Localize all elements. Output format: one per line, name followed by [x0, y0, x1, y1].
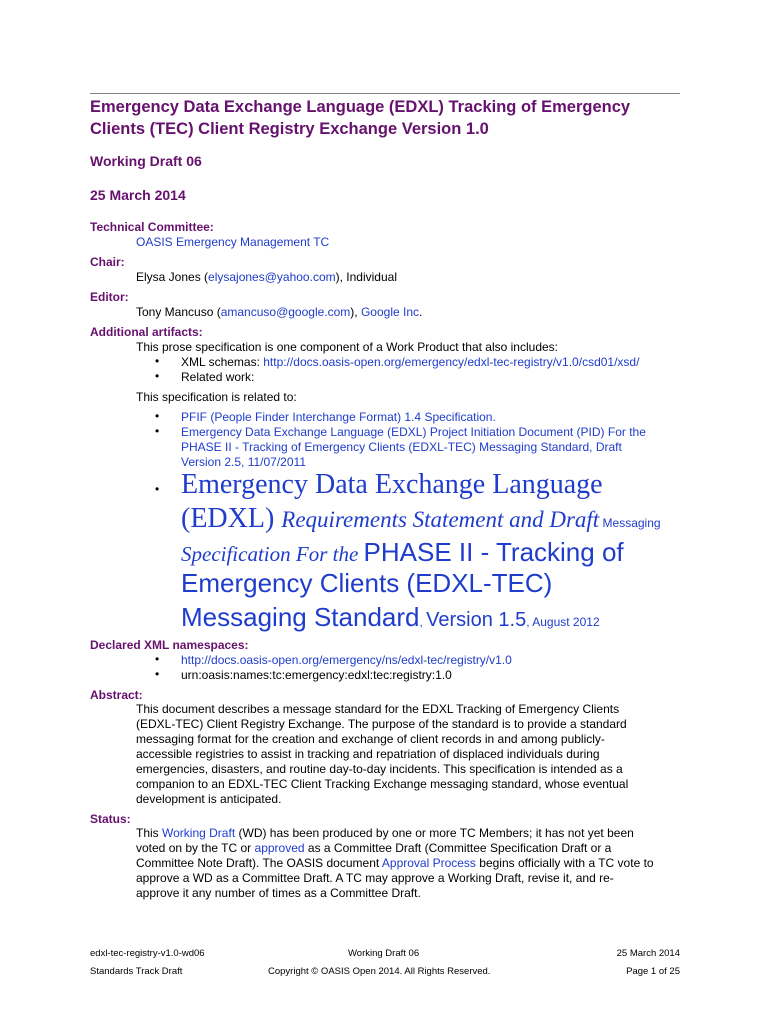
editor-label: Editor: — [90, 290, 129, 304]
related-work: Related work: — [181, 370, 255, 384]
status-text-4: begins officially with a TC vote to approve a WD as a Committee Draft. A TC may approve a Working Draft, revise it, and re-approve it any number of times as a Committee Draft. — [136, 856, 654, 900]
document-date: 25 March 2014 — [90, 187, 186, 203]
tc-link[interactable]: OASIS Emergency Management TC — [136, 235, 330, 249]
artifacts-label: Additional artifacts: — [90, 325, 203, 339]
namespaces-label: Declared XML namespaces: — [90, 638, 249, 652]
related-item-3-part-k: , August 2012 — [526, 615, 600, 629]
related-item-2-link[interactable] — [181, 425, 661, 470]
chair-suffix: ), Individual — [335, 270, 397, 284]
footer-stage: Working Draft 06 — [348, 948, 420, 959]
chair-line — [136, 270, 397, 285]
working-draft-link[interactable]: Working Draft — [162, 826, 236, 840]
bullet: • — [155, 667, 160, 681]
schemas-label: XML schemas: — [181, 355, 264, 369]
tc-line — [136, 235, 329, 250]
chair-label: Chair: — [90, 255, 125, 269]
schemas-link[interactable]: http://docs.oasis-open.org/emergency/edxl-tec-registry/v1.0/csd01/xsd/ — [263, 355, 640, 369]
status-text — [136, 826, 656, 901]
related-item-3-part-e: Specification For the — [181, 542, 364, 566]
related-item-2-l3: Version 2.5, 11/07/2011 — [181, 455, 306, 469]
approval-process-link[interactable]: Approval Process — [381, 856, 476, 870]
editor-mid: ), — [350, 305, 361, 319]
related-item-3-part-f: PHASE II - Tracking of — [363, 537, 624, 567]
chair-email-link[interactable]: elysajones@yahoo.com — [208, 270, 336, 284]
bullet: • — [155, 409, 160, 423]
related-item-3-line-5 — [181, 600, 600, 639]
namespace-1-link[interactable]: http://docs.oasis-open.org/emergency/ns/edxl-tec/registry/v1.0 — [181, 653, 512, 667]
schemas-line — [181, 355, 639, 370]
related-item-3-part-g: Emergency Clients (EDXL-TEC) — [181, 568, 553, 598]
bullet: • — [155, 354, 160, 368]
tc-label: Technical Committee: — [90, 220, 214, 234]
status-label: Status: — [90, 812, 131, 826]
namespace-1-line — [181, 653, 512, 668]
related-item-1-line — [181, 410, 496, 425]
bullet: • — [155, 652, 160, 666]
related-item-1-link[interactable]: PFIF (People Finder Interchange Format) 1.4 Specification. — [181, 410, 496, 424]
footer-page-number: Page 1 of 25 — [626, 966, 680, 977]
bullet: • — [155, 369, 160, 383]
footer-date: 25 March 2014 — [616, 948, 680, 959]
editor-line — [136, 305, 422, 320]
chair-name: Elysa Jones ( — [136, 270, 209, 284]
editor-org-link[interactable]: Google Inc — [360, 305, 420, 319]
related-item-2-line — [181, 425, 661, 470]
approved-link[interactable]: approved — [254, 841, 305, 855]
related-item-3-part-j: Version 1.5 — [426, 609, 527, 631]
editor-email-link[interactable]: amancuso@google.com — [220, 305, 351, 319]
related-intro: This specification is related to: — [136, 390, 297, 404]
related-item-3-part-i: , — [419, 615, 427, 629]
related-item-3-part-b: (EDXL) — [181, 503, 282, 534]
related-item-3-part-c: Requirements Statement and Draft — [281, 507, 600, 532]
related-item-3-part-h: Messaging Standard — [181, 602, 420, 632]
document-title: Emergency Data Exchange Language (EDXL) Tracking of Emergency Clients (TEC) Client Registry Exchange Version 1.0 — [90, 98, 631, 138]
editor-suffix: . — [419, 305, 423, 319]
document-stage: Working Draft 06 — [90, 153, 202, 169]
footer-copyright: Copyright © OASIS Open 2014. All Rights Reserved. — [268, 966, 491, 977]
related-item-3-line-1 — [181, 468, 603, 502]
bullet: • — [155, 424, 160, 438]
related-item-3-part-a: Emergency Data Exchange Language — [181, 469, 603, 500]
status-text-2: (WD) has been produced by one or more TC Members; it has not yet been voted on by the TC or — [136, 826, 634, 855]
footer-track: Standards Track Draft — [90, 966, 183, 977]
status-text-3: as a Committee Draft (Committee Specification Draft or a Committee Note Draft). The OASIS document — [136, 841, 612, 870]
related-item-2-l2: PHASE II - Tracking of Emergency Clients (EDXL-TEC) Messaging Standard, Draft — [181, 440, 622, 454]
footer-filename: edxl-tec-registry-v1.0-wd06 — [90, 948, 205, 959]
related-item-2-l1: Emergency Data Exchange Language (EDXL) Project Initiation Document (PID) For the — [181, 425, 646, 439]
bullet: • — [155, 482, 160, 496]
editor-name: Tony Mancuso ( — [136, 305, 221, 319]
related-item-3-line-4 — [181, 566, 552, 600]
related-item-3-part-d: Messaging — [599, 516, 661, 530]
top-rule — [90, 93, 680, 94]
status-text-1: This — [136, 826, 163, 840]
namespace-2: urn:oasis:names:tc:emergency:edxl:tec:registry:1.0 — [181, 668, 452, 682]
abstract-label: Abstract: — [90, 688, 143, 702]
abstract-text: This document describes a message standard for the EDXL Tracking of Emergency Clients (EDXL-TEC) Client Registry Exchange. The purpose of the standard is to provide a standard messaging format for the creation and exchange of client records in and among publicly-accessible registries to assist in tracking and repatriation of displaced individuals during emergencies, disasters, and routine day-to-day incidents. This specification is intended as a companion to an EDXL-TEC Client Tracking Exchange messaging standard, whose eventual development is anticipated. — [136, 702, 629, 806]
artifacts-intro: This prose specification is one component of a Work Product that also includes: — [136, 340, 558, 354]
